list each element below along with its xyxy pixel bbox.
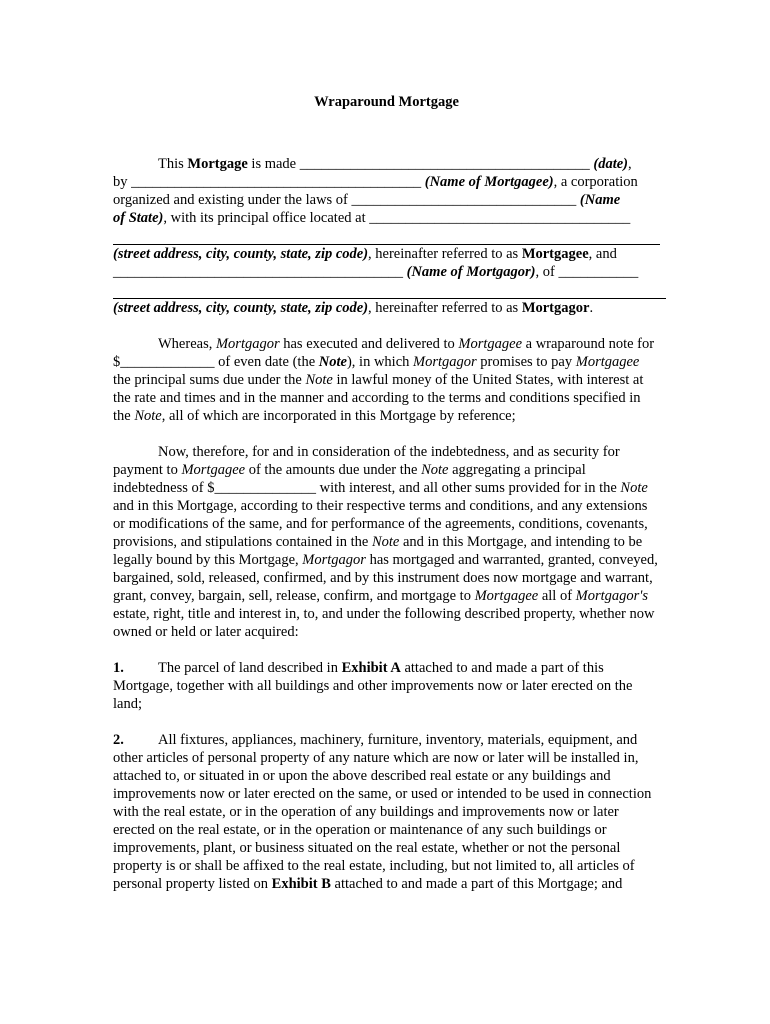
- mortgagor-name-placeholder: (Name of Mortgagor): [406, 264, 536, 280]
- item-1-number: 1.: [113, 660, 124, 676]
- exhibit-a-reference: Exhibit A: [341, 660, 401, 676]
- parties-line-7: ________________________________________ (Name of Mortgagor), of ___________: [113, 264, 639, 280]
- now-therefore-paragraph: Now, therefore, for and in consideration of the indebtedness, and as security for payment to Mortgagee of the amounts due under the Note aggregating a principal indebtedness of $______________ with interest, and all other sums provided for in the Note and in this Mortgage, according to their respective terms and conditions, and any extensions or modifications of the same, and for performance of the agreements, conditions, covenants, provisions, and stipulations contained in the Note and in this Mortgage, and intending to be legally bound by this Mortgage, Mortgagor has mortgaged and warranted, granted, conveyed, bargained, sold, released, confirmed, and by this instrument does now mortgage and warrant, grant, convey, bargain, sell, release, confirm, and mortgage to Mortgagee all of Mortgagor's estate, right, title and interest in, to, and under the following described property, whether now owned or held or later acquired:: [113, 444, 658, 640]
- mortgage-term: Mortgage: [187, 156, 248, 172]
- parties-line-6: (street address, city, county, state, zip code), hereinafter referred to as Mortgagee, and: [113, 246, 617, 262]
- state-placeholder-part1: (Name: [579, 192, 621, 208]
- state-placeholder-part2: of State): [113, 210, 164, 226]
- parties-line-3: organized and existing under the laws of _______________________________ (Name: [113, 192, 621, 208]
- address-placeholder-1: (street address, city, county, state, zip code): [113, 246, 369, 262]
- blank-address-line-2: [113, 281, 666, 299]
- blank-address-line-1: [113, 227, 660, 245]
- mortgagee-term: Mortgagee: [521, 246, 589, 262]
- address-placeholder-2: (street address, city, county, state, zip code): [113, 300, 369, 316]
- item-2-number: 2.: [113, 732, 124, 748]
- parties-line-4: of State), with its principal office located at ____________________________________: [113, 210, 631, 226]
- exhibit-b-reference: Exhibit B: [271, 876, 331, 892]
- mortgagor-term: Mortgagor: [521, 300, 590, 316]
- parties-paragraph: [113, 155, 660, 317]
- parties-line-1: This Mortgage is made ________________________________________ (date),: [158, 156, 632, 172]
- item-1-paragraph: 1. The parcel of land described in Exhibit A attached to and made a part of this Mortgage, together with all buildings and other improvements now or later erected on the land;: [113, 660, 633, 712]
- parties-line-2: by ________________________________________ (Name of Mortgagee), a corporation: [113, 174, 638, 190]
- item-2-paragraph: 2. All fixtures, appliances, machinery, furniture, inventory, materials, equipment, and other articles of personal property of any nature which are now or later will be installed in, attached to, or situated in or upon the above described real estate or any buildings and improvements now or later erected on the same, or used or intended to be used in connection with the real estate, or in the operation of any buildings and improvements now or later erected on the real estate, or in the operation or maintenance of any such buildings or improvements, plant, or business situated on the real estate, whether or not the personal property is or shall be affixed to the real estate, including, but not limited to, all articles of personal property listed on Exhibit B attached to and made a part of this Mortgage; and: [113, 732, 652, 892]
- mortgagee-name-placeholder: (Name of Mortgagee): [424, 174, 554, 190]
- document-title: Wraparound Mortgage: [314, 94, 459, 110]
- date-placeholder: (date): [593, 156, 628, 172]
- whereas-paragraph: Whereas, Mortgagor has executed and delivered to Mortgagee a wraparound note for $_____________ of even date (the Note), in which Mortgagor promises to pay Mortgagee the principal sums due under the Note in lawful money of the United States, with interest at the rate and times and in the manner and according to the terms and conditions specified in the Note, all of which are incorporated in this Mortgage by reference;: [113, 336, 655, 424]
- parties-line-9: (street address, city, county, state, zip code), hereinafter referred to as Mortgagor.: [113, 300, 594, 316]
